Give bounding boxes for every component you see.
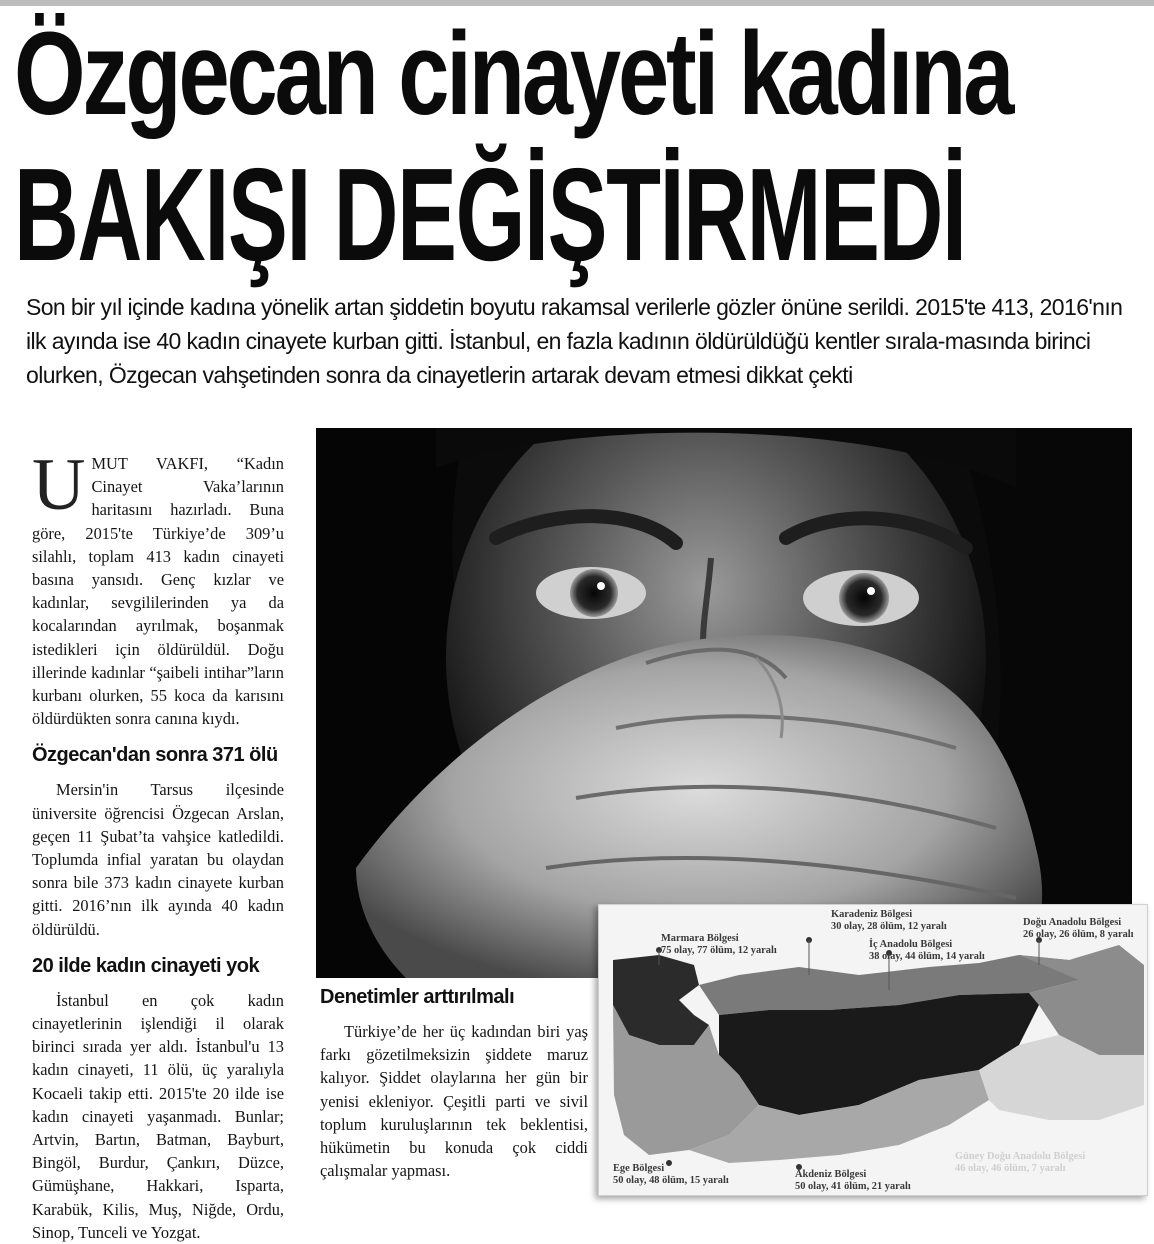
paragraph-20-il: İstanbul en çok kadın cinayetlerinin işlendiği il olarak birinci sırada yer aldı. İstanbul'u 13 kadın cinayeti, 11 ölü, üç yaralıyla Kocaeli takip etti. 2015'te 20 ilde ise kadın cinayeti yaşanmadı. Bunlar; Artvin, Bartın, Batman, Bayburt, Bingöl, Burdur, Çankırı, Düzce, Gümüşhane, Hakkari, Isparta, Karabük, Kilis, Muş, Niğde, Ordu, Sinop, Tunceli ve Yozgat. bbox=[32, 990, 284, 1242]
label-marmara: Marmara Bölgesi 75 olay, 77 ölüm, 12 yaralı bbox=[661, 933, 777, 956]
subhead-ozgecan: Özgecan'dan sonra 371 ölü bbox=[32, 744, 278, 767]
intro-text: MUT VAKFI, “Kadın Cinayet Vaka’larının haritasını hazırladı. Buna göre, 2015'te Türkiye’de 309’u silahlı, toplam 413 kadın cinayeti basına yansıdı. Genç kızlar ve kadınlar, sevgililerinden ya da kocalarından ayrılmak, boşanmak istedikleri için öldürüldül. Doğu illerinde kadınlar “şaibeli intihar”ların kurbanı olurken, 55 koca da karısını öldürdükten sonra canına kıydı. bbox=[32, 454, 284, 729]
subhead-20-il: 20 ilde kadın cinayeti yok bbox=[32, 954, 260, 977]
label-karadeniz: Karadeniz Bölgesi 30 olay, 28 ölüm, 12 yaralı bbox=[831, 909, 947, 932]
middle-column bbox=[320, 984, 588, 1182]
left-column bbox=[32, 444, 284, 1244]
subhead-denetimler: Denetimler arttırılmalı bbox=[320, 986, 515, 1008]
headline-line-2: BAKIŞI DEĞİŞTİRMEDİ bbox=[14, 141, 966, 288]
label-akdeniz: Akdeniz Bölgesi 50 olay, 41 ölüm, 21 yaralı bbox=[795, 1169, 911, 1192]
top-rule bbox=[0, 0, 1154, 6]
label-ic-anadolu: İç Anadolu Bölgesi 38 olay, 44 ölüm, 14 yaralı bbox=[869, 939, 985, 962]
paragraph-ozgecan: Mersin'in Tarsus ilçesinde üniversite öğrencisi Özgecan Arslan, geçen 11 Şubat’ta vahşice katledildi. Toplumda infial yaratan bu olaydan sonra bile 373 kadın cinayete kurban gitti. 2016’nın ilk ayında 40 kadın öldürüldü. bbox=[32, 780, 284, 939]
intro-paragraph bbox=[32, 444, 284, 730]
main-photo bbox=[316, 428, 1132, 978]
region-map bbox=[598, 904, 1148, 1196]
headline-line-1: Özgecan cinayeti kadına bbox=[14, 8, 1012, 140]
paragraph-denetimler: Türkiye’de her üç kadından biri yaş farkı gözetilmeksizin şiddete maruz kalıyor. Şiddet olaylarına her gün bir yenisi ekleniyor. Çeşitli parti ve sivil toplum kuruluşlarının tek beklentisi, hükümetin bu konuda çok ciddi çalışmalar yapması. bbox=[320, 1022, 588, 1181]
label-guneydogu: Güney Doğu Anadolu Bölgesi 46 olay, 46 ölüm, 7 yaralı bbox=[955, 1151, 1086, 1174]
photo-woman-covered-mouth bbox=[316, 428, 1132, 978]
label-ege: Ege Bölgesi 50 olay, 48 ölüm, 15 yaralı bbox=[613, 1163, 729, 1186]
spot-text: Son bir yıl içinde kadına yönelik artan şiddetin boyutu rakamsal verilerle gözler önüne serildi. 2015'te 413, 2016'nın ilk ayında ise 40 kadın cinayete kurban gitti. İstanbul, en fazla kadının öldürüldüğü kentler sırala-masında birinci olurken, Özgecan vahşetinden sonra da cinayetlerin artarak devam etmesi dikkat çekti bbox=[26, 294, 1123, 388]
label-dogu-anadolu: Doğu Anadolu Bölgesi 26 olay, 26 ölüm, 8 yaralı bbox=[1023, 917, 1134, 940]
drop-cap: U bbox=[32, 444, 86, 526]
